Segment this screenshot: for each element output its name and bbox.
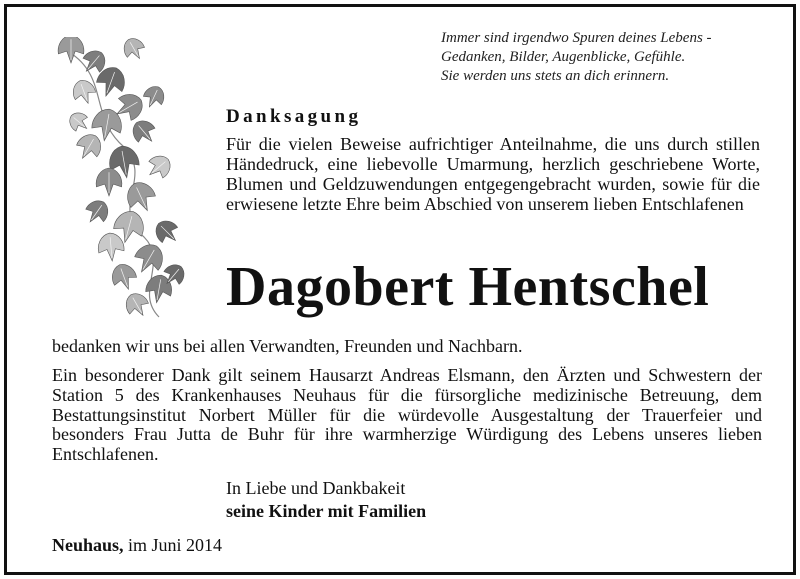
- thanks-paragraph: bedanken wir uns bei allen Verwandten, Freunden und Nachbarn.: [52, 336, 523, 356]
- ivy-leaf-icon: [120, 37, 149, 64]
- closing-block: [226, 477, 426, 523]
- signature: seine Kinder mit Familien: [226, 501, 427, 521]
- special-thanks-paragraph: Ein besonderer Dank gilt seinem Hausarzt Andreas Elsmann, den Ärzten und Schwestern der Station 5 des Krankenhauses Neuhaus für die fürsorgliche medizinische Betreuung, dem Bestattungsinstitut Norbert Müller für die würdevolle Ausgestaltung der Trauerfeier und besonders Frau Jutta de Buhr für ihre warmherzige Würdigung des Lebens unseres lieben Entschlafenen.: [52, 365, 762, 465]
- place-date-text: im Juni 2014: [128, 535, 223, 555]
- obituary-notice: [4, 4, 796, 575]
- quote-line: Gedanken, Bilder, Augenblicke, Gefühle.: [441, 49, 686, 65]
- deceased-name: Dagobert Hentschel: [226, 256, 710, 318]
- ivy-leaves-icon: [49, 37, 209, 322]
- heading-danksagung: Danksagung: [226, 106, 362, 127]
- place-town: Neuhaus,: [52, 535, 124, 555]
- quote-line: Immer sind irgendwo Spuren deines Lebens -: [441, 30, 712, 46]
- quote-line: Sie werden uns stets an dich erinnern.: [441, 68, 670, 84]
- closing-line: In Liebe und Dankbakeit: [226, 478, 406, 498]
- place-date: [52, 535, 222, 556]
- intro-paragraph: Für die vielen Beweise aufrichtiger Anteilnahme, die uns durch stillen Händedruck, eine liebevolle Umarmung, herzlich geschriebene Worte, Blumen und Geldzuwendungen entgegengebracht wurden, sowie für die erwiesene letzte Ehre beim Abschied von unserem lieben Entschlafenen: [226, 134, 760, 214]
- memorial-quote: [441, 29, 781, 86]
